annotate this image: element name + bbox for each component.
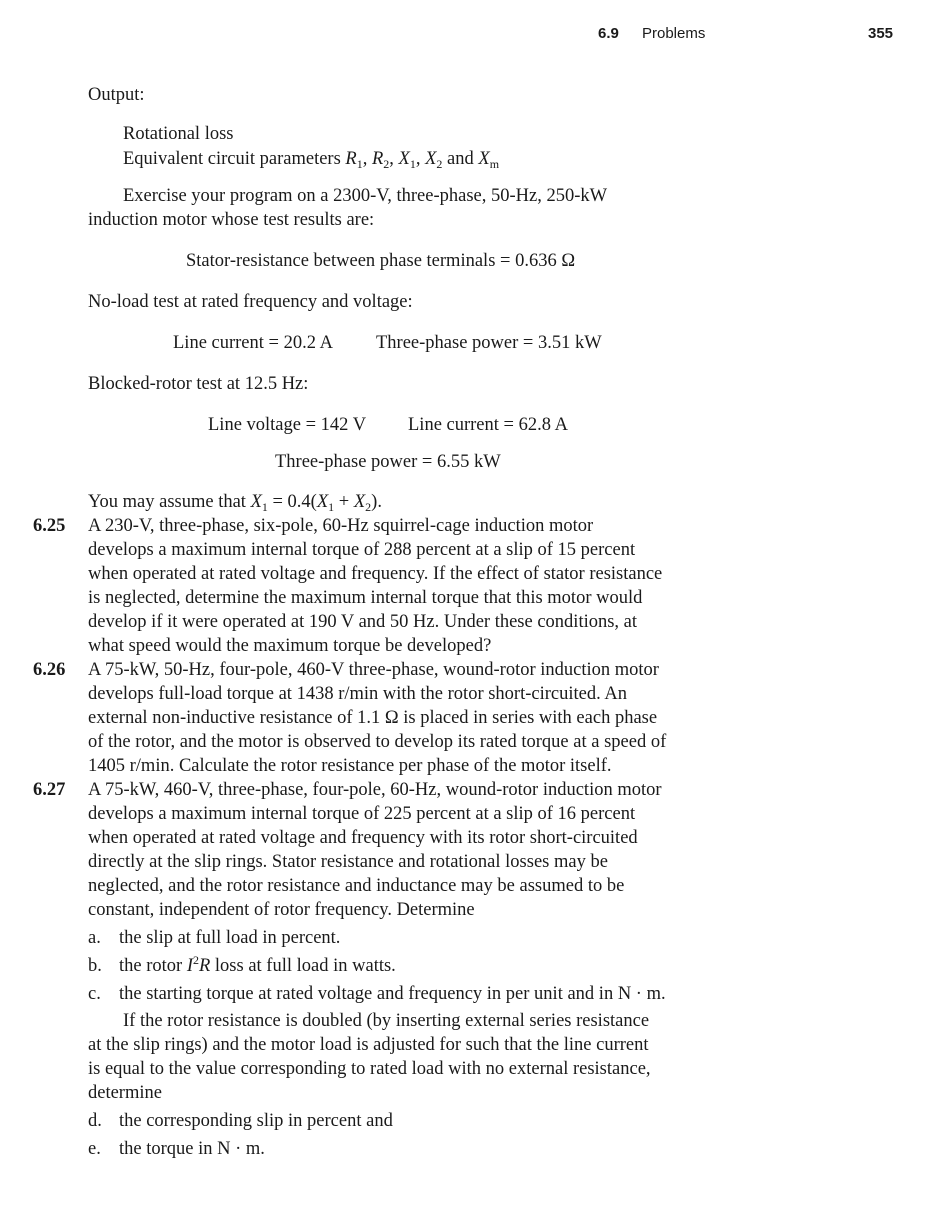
noload-three-phase-power: Three-phase power = 3.51 kW <box>376 333 602 353</box>
assumption-equation: $X_1 = 0.4(X_1 + X_2)$. <box>250 492 382 514</box>
equivalent-circuit-symbols: $R_1$, $R_2$, $X_1$, $X_2$ and $X_m$ <box>345 149 500 171</box>
output-heading: Output: <box>88 85 145 105</box>
exercise-line-2: induction motor whose test results are: <box>88 210 375 230</box>
blocked-line-voltage: Line voltage = 142 V <box>208 415 367 435</box>
item-text: the starting torque at rated voltage and frequency in per unit and in N · m. <box>119 984 666 1004</box>
item-label: d. <box>88 1111 102 1131</box>
problem-number: 6.27 <box>33 780 66 800</box>
followup-line: at the slip rings) and the motor load is adjusted for such that the line current <box>88 1035 649 1055</box>
item-text: the corresponding slip in percent and <box>119 1111 393 1131</box>
blocked-three-phase-power: Three-phase power = 6.55 kW <box>275 452 501 472</box>
problem-line: external non-inductive resistance of 1.1 Ω is placed in series with each phase <box>88 708 658 728</box>
item-label: e. <box>88 1139 101 1159</box>
problem-line: is neglected, determine the maximum internal torque that this motor would <box>88 588 643 608</box>
assumption-line <box>88 490 382 514</box>
problem-line: when operated at rated voltage and frequency with its rotor short-circuited <box>88 828 638 848</box>
item-b-suffix: loss at full load in watts. <box>210 956 396 976</box>
header-section-number: 6.9 <box>598 25 619 42</box>
problem-line: of the rotor, and the motor is observed to develop its rated torque at a speed of <box>88 732 667 752</box>
followup-line: If the rotor resistance is doubled (by inserting external series resistance <box>123 1011 650 1031</box>
item-text <box>119 954 396 978</box>
followup-line: is equal to the value corresponding to rated load with no external resistance, <box>88 1059 651 1079</box>
problem-line: develops a maximum internal torque of 225 percent at a slip of 16 percent <box>88 804 636 824</box>
blocked-rotor-heading: Blocked-rotor test at 12.5 Hz: <box>88 374 309 394</box>
problem-line: develops full-load torque at 1438 r/min with the rotor short-circuited. An <box>88 684 627 704</box>
followup-line: determine <box>88 1083 162 1103</box>
problem-line: A 230-V, three-phase, six-pole, 60-Hz squirrel-cage induction motor <box>88 516 594 536</box>
item-b-prefix: the rotor <box>119 956 187 976</box>
problem-line: A 75-kW, 50-Hz, four-pole, 460-V three-phase, wound-rotor induction motor <box>88 660 659 680</box>
noload-line-current: Line current = 20.2 A <box>173 333 333 353</box>
stator-resistance-equation: Stator-resistance between phase terminals = 0.636 Ω <box>186 251 576 271</box>
problem-number: 6.26 <box>33 660 66 680</box>
problem-line: directly at the slip rings. Stator resistance and rotational losses may be <box>88 852 608 872</box>
problem-line: constant, independent of rotor frequency. Determine <box>88 900 475 920</box>
problem-line: A 75-kW, 460-V, three-phase, four-pole, 60-Hz, wound-rotor induction motor <box>88 780 662 800</box>
problem-line: neglected, and the rotor resistance and inductance may be assumed to be <box>88 876 625 896</box>
output-item-equivalent-circuit <box>123 147 499 171</box>
exercise-line-1: Exercise your program on a 2300-V, three-phase, 50-Hz, 250-kW <box>123 186 608 206</box>
problem-line: 1405 r/min. Calculate the rotor resistance per phase of the motor itself. <box>88 756 612 776</box>
blocked-line-current: Line current = 62.8 A <box>408 415 568 435</box>
header-section-title: Problems <box>642 25 706 42</box>
problem-number: 6.25 <box>33 516 66 536</box>
problem-line: develops a maximum internal torque of 288 percent at a slip of 15 percent <box>88 540 636 560</box>
output-item-rotational-loss: Rotational loss <box>123 124 234 144</box>
item-label: c. <box>88 984 101 1004</box>
item-label: b. <box>88 956 102 976</box>
equivalent-circuit-text: Equivalent circuit parameters <box>123 149 346 169</box>
assumption-text: You may assume that <box>88 492 251 512</box>
noload-test-heading: No-load test at rated frequency and voltage: <box>88 292 413 312</box>
problem-line: what speed would the maximum torque be developed? <box>88 636 492 656</box>
item-text: the torque in N · m. <box>119 1139 265 1159</box>
problem-line: when operated at rated voltage and frequency. If the effect of stator resistance <box>88 564 663 584</box>
header-page-number: 355 <box>868 25 894 42</box>
problem-line: develop if it were operated at 190 V and 50 Hz. Under these conditions, at <box>88 612 638 632</box>
item-label: a. <box>88 928 101 948</box>
item-text: the slip at full load in percent. <box>119 928 341 948</box>
i2r-symbol: $I^2R$ <box>186 953 211 976</box>
